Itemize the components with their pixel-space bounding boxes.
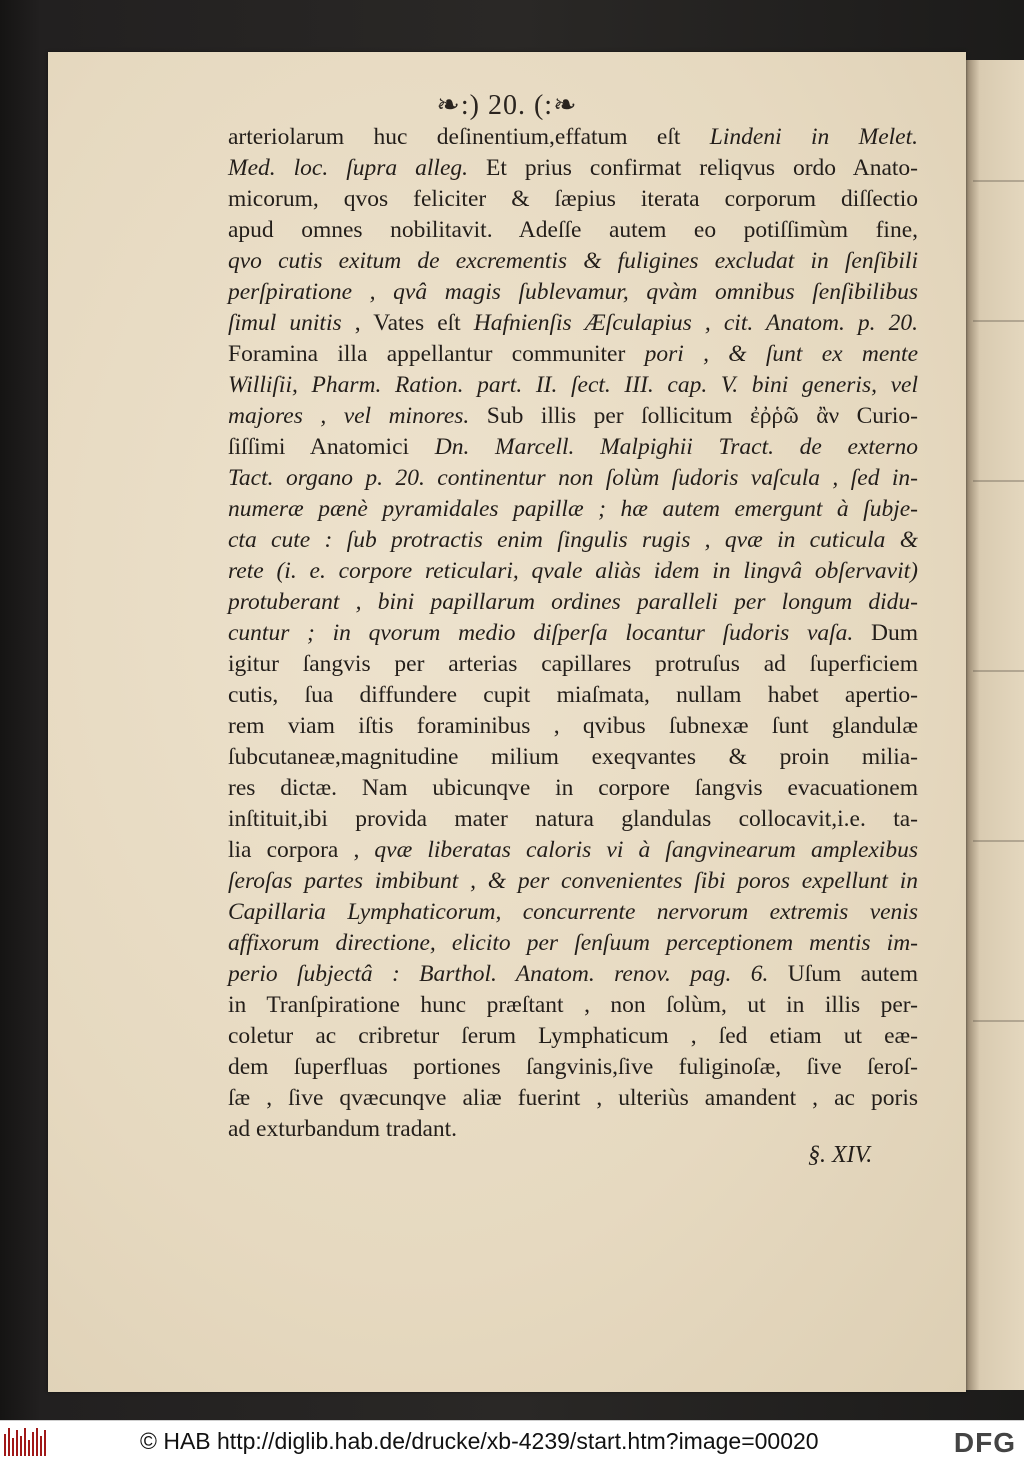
roman-run: in Tranſpiratione hunc præſtant , non ſolùm, ut in illis per-	[228, 992, 918, 1018]
text-line	[228, 680, 918, 711]
roman-run: res dictæ. Nam ubicunqve in corpore ſangvis evacuationem	[228, 775, 918, 801]
italic-run: Capillaria Lymphaticorum, concurrente nervorum extremis venis	[228, 899, 918, 925]
book-page	[48, 52, 966, 1392]
catchword: §. XIV.	[808, 1142, 873, 1168]
italic-run: majores , vel minores.	[228, 403, 470, 429]
roman-run: coletur ac cribretur ſerum Lymphaticum , ſed etiam ut eæ-	[228, 1023, 918, 1049]
roman-run: rem viam iſtis foraminibus , qvibus ſubnexæ ſunt glandulæ	[228, 713, 918, 739]
text-line	[228, 277, 918, 308]
italic-run: qvo cutis exitum de excrementis & fuligines excludat in ſenſibili	[228, 248, 918, 274]
roman-run: micorum, qvos feliciter & ſæpius iterata corporum diſſectio	[228, 186, 918, 212]
text-line	[228, 1052, 918, 1083]
text-line	[228, 649, 918, 680]
text-line	[228, 742, 918, 773]
text-line	[228, 122, 918, 153]
text-line	[228, 215, 918, 246]
text-line	[228, 184, 918, 215]
italic-run: Hafnienſis Æſculapius , cit. Anatom. p. 20.	[473, 310, 919, 336]
roman-run: arteriolarum huc deſinentium,effatum eſt	[228, 124, 710, 150]
roman-run: ſæ , ſive qvæcunqve aliæ fuerint , ulteriùs amandent , ac poris	[228, 1085, 918, 1111]
italic-run: affixorum directione, elicito per ſenſuum perceptionem mentis im-	[228, 930, 918, 956]
text-line	[228, 246, 918, 277]
italic-run: Lindeni in Melet.	[709, 124, 918, 150]
italic-run: perio ſubjectâ : Barthol. Anatom. renov. pag. 6.	[228, 961, 769, 987]
text-line	[228, 1021, 918, 1052]
roman-run: igitur ſangvis per arterias capillares protruſus ad ſuperficiem	[228, 651, 918, 677]
text-line	[228, 494, 918, 525]
text-line	[228, 339, 918, 370]
roman-run: dem ſuperfluas portiones ſangvinis,ſive fuliginoſæ, ſive ſeroſ-	[228, 1054, 918, 1080]
roman-run: Dum	[853, 620, 918, 646]
italic-run: Tact. organo p. 20. continentur non ſolùm ſudoris vaſcula , ſed in-	[228, 465, 918, 491]
page-number-header: ❧:) 20. (:❧	[436, 90, 578, 121]
text-line	[228, 401, 918, 432]
italic-run: perſpiratione , qvâ magis ſublevamur, qvàm omnibus ſenſibilibus	[228, 279, 918, 305]
footer-url[interactable]: © HAB http://diglib.hab.de/drucke/xb-4239/start.htm?image=00020	[140, 1428, 819, 1454]
text-line	[228, 1083, 918, 1114]
roman-run: Et prius confirmat reliqvus ordo Anato-	[468, 155, 918, 181]
hab-logo-icon	[4, 1428, 48, 1456]
italic-run: Med. loc. ſupra alleg.	[228, 155, 469, 181]
roman-run: ad exturbandum tradant.	[228, 1116, 458, 1142]
italic-run: rete (i. e. corpore reticulari, qvale aliàs idem in lingvâ obſervavit)	[228, 558, 918, 584]
roman-run: ſubcutaneæ,magnitudine milium exeqvantes & proin milia-	[228, 744, 918, 770]
text-line	[228, 959, 918, 990]
italic-run: numeræ pænè pyramidales papillæ ; hæ autem emergunt à ſubje-	[228, 496, 918, 522]
body-text	[228, 122, 918, 1145]
text-line	[228, 835, 918, 866]
italic-run: ſeroſas partes imbibunt , & per convenientes ſibi poros expellunt in	[228, 868, 918, 894]
text-line	[228, 432, 918, 463]
roman-run: apud omnes nobilitavit. Adeſſe autem eo potiſſimùm fine,	[228, 217, 918, 243]
roman-run: Uſum autem	[768, 961, 918, 987]
italic-run: qvæ liberatas caloris vi à ſangvinearum amplexibus	[374, 837, 918, 863]
text-line	[228, 618, 918, 649]
text-line	[228, 463, 918, 494]
text-line	[228, 1114, 918, 1145]
text-line	[228, 370, 918, 401]
text-line	[228, 525, 918, 556]
viewer-footer	[0, 1420, 1024, 1463]
italic-run: ſimul unitis	[228, 310, 342, 336]
text-line	[228, 711, 918, 742]
roman-run: ſiſſimi Anatomici	[228, 434, 435, 460]
italic-run: Dn. Marcell. Malpighii Tract. de externo	[434, 434, 918, 460]
italic-run: cuntur ; in qvorum medio diſperſa locantur ſudoris vaſa.	[228, 620, 854, 646]
roman-run: Foramina illa appellantur communiter	[228, 341, 645, 367]
text-line	[228, 587, 918, 618]
text-line	[228, 897, 918, 928]
roman-run: Sub illis per ſollicitum ἐῤῥῶ ἂν Curio-	[469, 403, 918, 429]
italic-run: Williſii, Pharm. Ration. part. II. ſect. III. cap. V. bini generis, vel	[228, 372, 918, 398]
text-line	[228, 990, 918, 1021]
text-line	[228, 804, 918, 835]
roman-run: cutis, ſua diffundere cupit miaſmata, nullam habet apertio-	[228, 682, 918, 708]
italic-run: cta cute : ſub protractis enim ſingulis rugis , qvæ in cuticula &	[228, 527, 918, 553]
adjacent-page-edge	[965, 60, 1024, 1390]
text-line	[228, 773, 918, 804]
text-line	[228, 866, 918, 897]
text-line	[228, 153, 918, 184]
italic-run: protuberant , bini papillarum ordines paralleli per longum didu-	[228, 589, 918, 615]
roman-run: inſtituit,ibi provida mater natura glandulas collocavit,i.e. ta-	[228, 806, 918, 832]
text-line	[228, 308, 918, 339]
italic-run: pori , & ſunt ex mente	[644, 341, 919, 367]
text-line	[228, 928, 918, 959]
text-line	[228, 556, 918, 587]
dfg-logo: DFG	[953, 1427, 1016, 1458]
roman-run: , Vates eſt	[341, 310, 474, 336]
roman-run: lia corpora ,	[228, 837, 375, 863]
